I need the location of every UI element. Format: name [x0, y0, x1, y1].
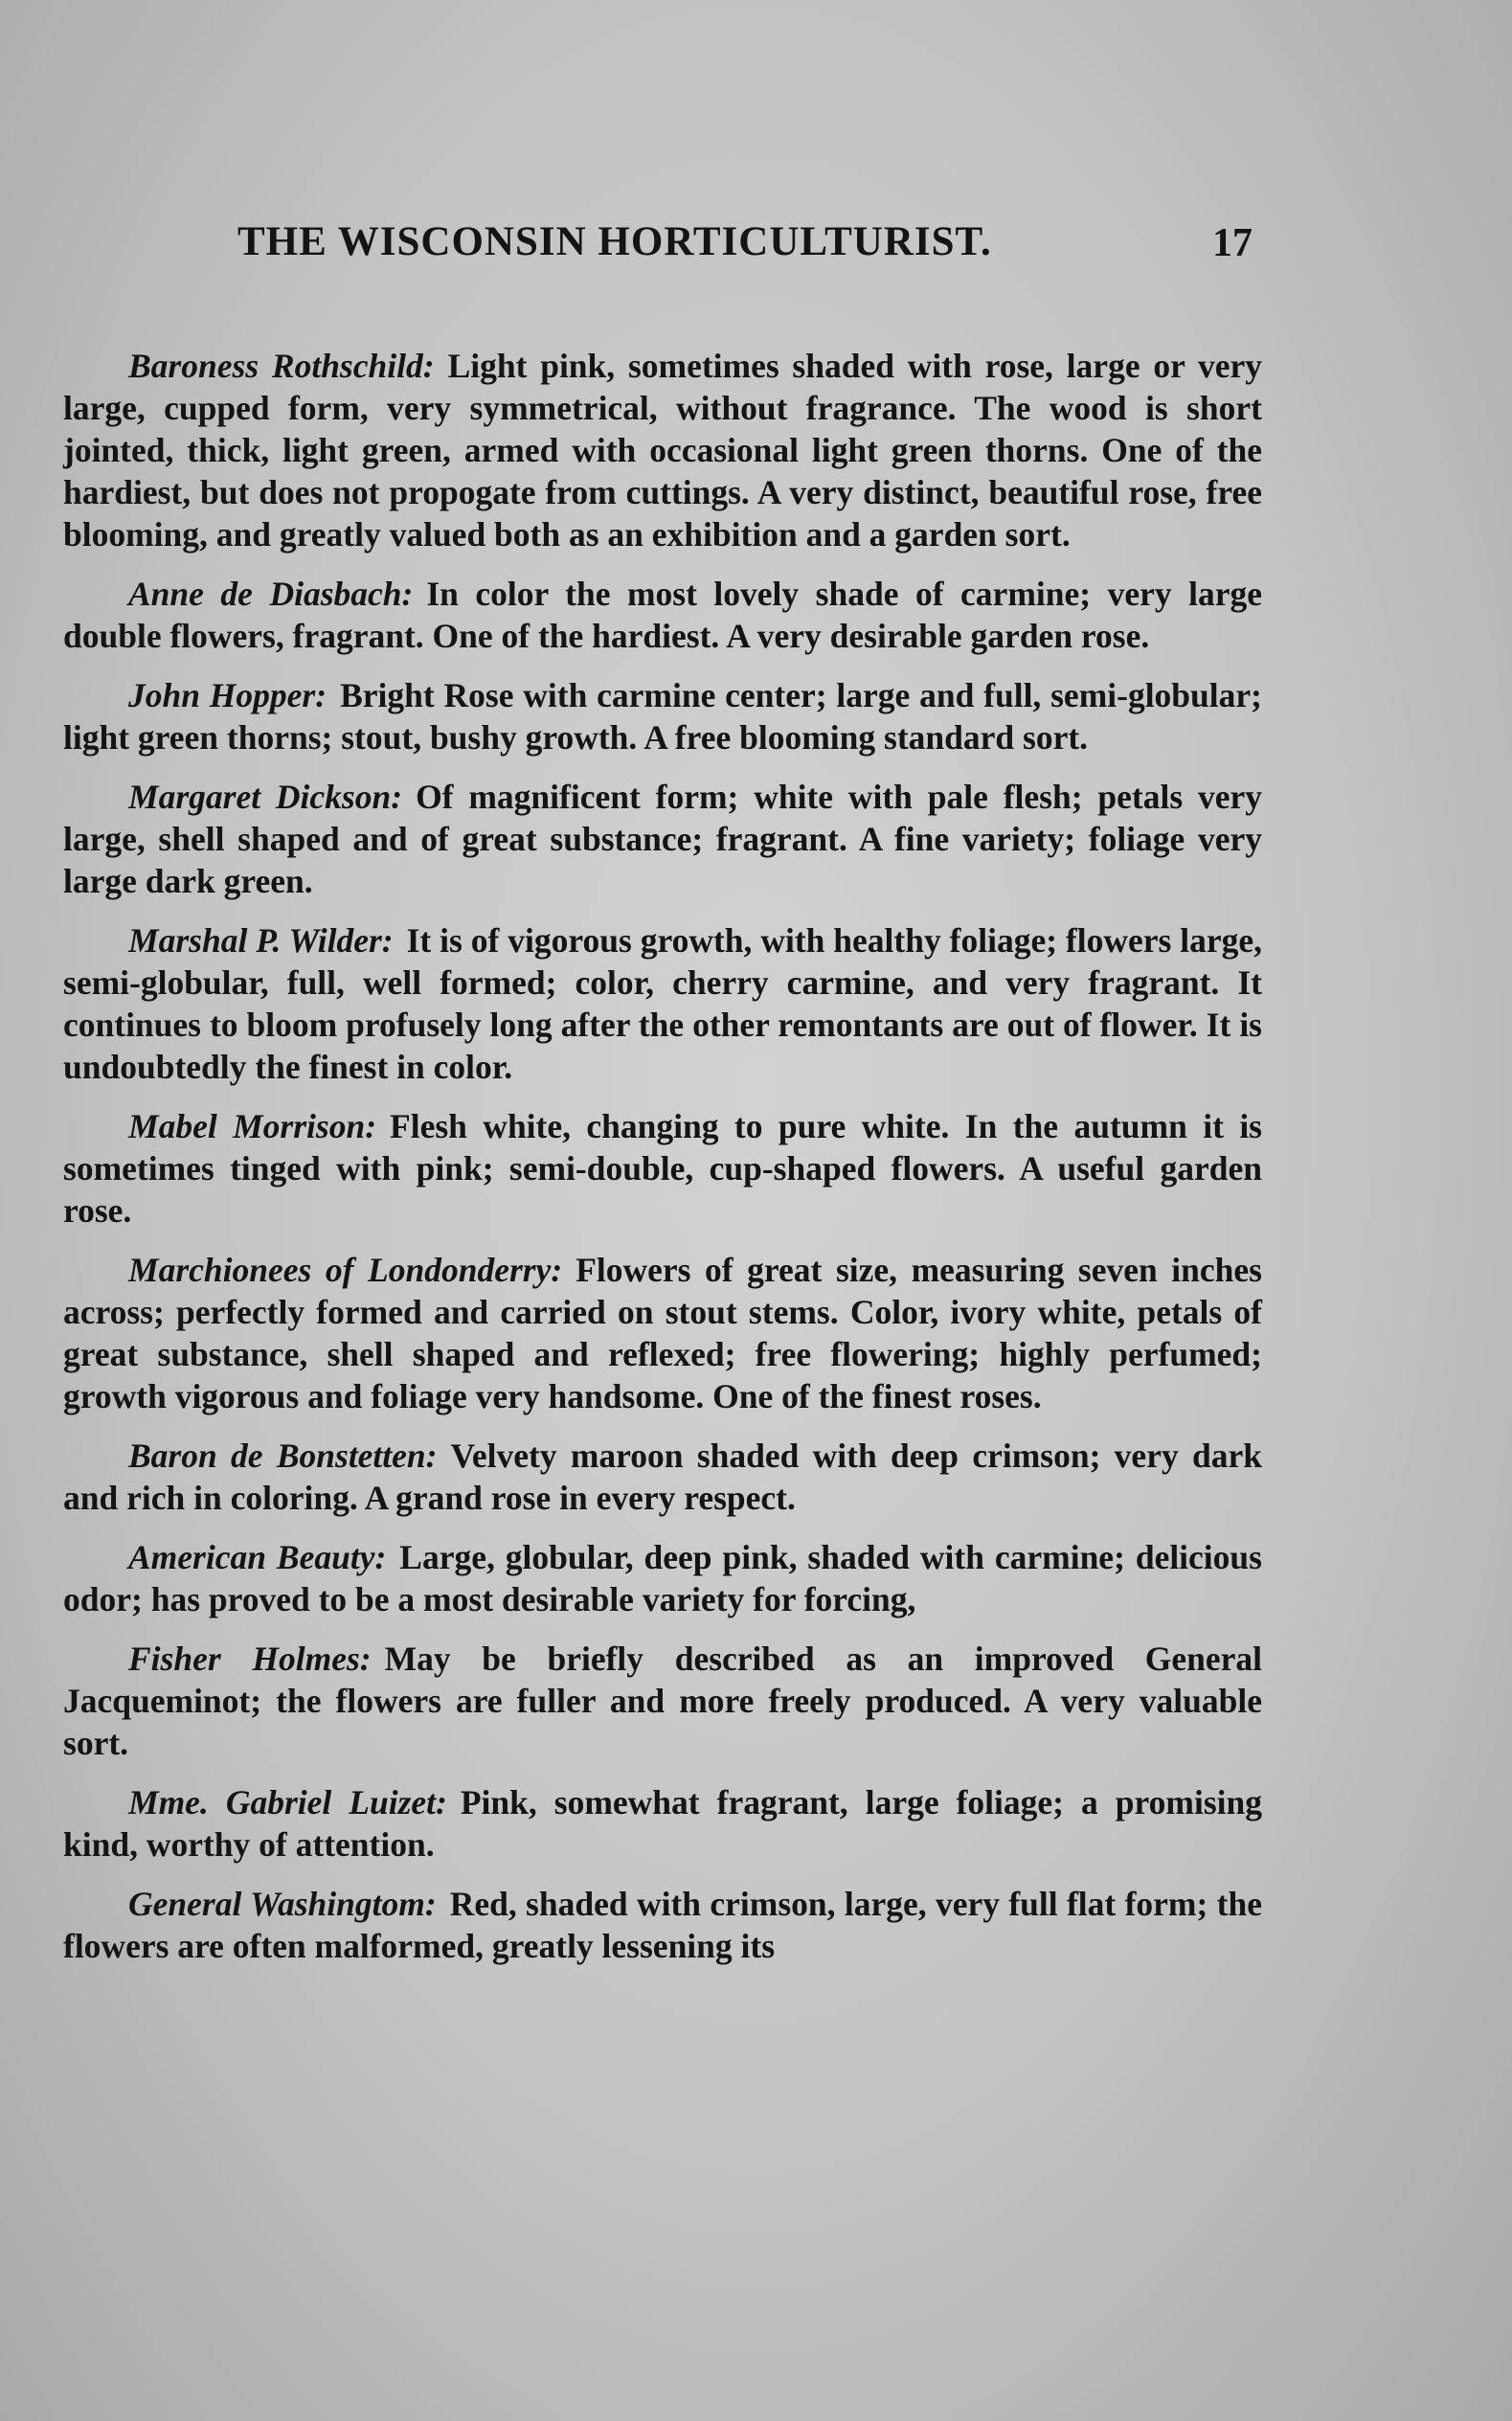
rose-name: General Washingtom: — [128, 1885, 437, 1923]
rose-description: Flesh white, changing to pure white. In the autumn it is sometimes tinged with pink; semi-double, cup-shaped flowers. A useful garden rose. — [63, 1107, 1262, 1230]
rose-description: Of magnificent form; white with pale flesh; petals very large, shell shaped and of great substance; fragrant. A fine variety; foliage very large dark green. — [63, 778, 1263, 900]
rose-name: Marchionees of Londonderry: — [128, 1251, 563, 1289]
rose-description: Flowers of great size, measuring seven inches across; perfectly formed and carried on stout stems. Color, ivory white, petals of great substance, shell shaped and reflexed; free flowering; highly perfumed; growth vigorous and foliage very handsome. One of the finest roses. — [63, 1251, 1262, 1415]
rose-entry — [63, 919, 1262, 1088]
rose-entry — [63, 776, 1262, 902]
rose-name: Mme. Gabriel Luizet: — [128, 1783, 447, 1821]
running-title: THE WISCONSIN HORTICULTURIST. — [237, 219, 992, 264]
rose-entry — [63, 573, 1262, 657]
rose-name: Marshal P. Wilder: — [128, 921, 394, 960]
rose-entry — [63, 1536, 1262, 1620]
rose-name: Fisher Holmes: — [128, 1640, 372, 1678]
rose-entry — [63, 1105, 1262, 1232]
rose-entry — [63, 1883, 1262, 1967]
rose-description: In color the most lovely shade of carmine; very large double flowers, fragrant. One of the hardiest. A very desirable garden rose. — [63, 575, 1262, 655]
rose-entry — [63, 674, 1262, 758]
rose-description: Velvety maroon shaded with deep crimson; very dark and rich in coloring. A grand rose in every respect. — [63, 1437, 1262, 1517]
rose-name: American Beauty: — [128, 1538, 387, 1576]
rose-description: May be briefly described as an improved General Jacqueminot; the flowers are fuller and more freely produced. A very valuable sort. — [63, 1640, 1262, 1762]
rose-entry — [63, 1638, 1262, 1764]
rose-name: Baron de Bonstetten: — [128, 1437, 438, 1475]
rose-description: Bright Rose with carmine center; large and full, semi-globular; light green thorns; stout, bushy growth. A free blooming standard sort. — [63, 676, 1262, 757]
rose-entry — [63, 1249, 1262, 1417]
rose-description: Large, globular, deep pink, shaded with carmine; delicious odor; has proved to be a most desirable variety for forcing, — [63, 1538, 1262, 1618]
rose-entry — [63, 1781, 1262, 1866]
rose-description: Light pink, sometimes shaded with rose, large or very large, cupped form, very symmetrical, without fragrance. The wood is short jointed, thick, light green, armed with occasional light green thorns. One of the hardiest, but does not propogate from cuttings. A very distinct, beautiful rose, free blooming, and greatly valued both as an exhibition and a garden sort. — [63, 347, 1263, 554]
rose-name: Anne de Diasbach: — [128, 575, 414, 613]
rose-entry — [63, 1435, 1262, 1519]
rose-name: Baroness Rothschild: — [128, 347, 435, 385]
rose-name: Mabel Morrison: — [128, 1107, 377, 1145]
page-body — [63, 345, 1262, 1984]
rose-name: Margaret Dickson: — [128, 778, 403, 816]
page-header — [237, 218, 1252, 285]
rose-description: Pink, somewhat fragrant, large foliage; a promising kind, worthy of attention. — [63, 1783, 1262, 1864]
rose-description: It is of vigorous growth, with healthy foliage; flowers large, semi-globular, full, well formed; color, cherry carmine, and very fragrant. It continues to bloom profusely long after the other remontants are out of flower. It is undoubtedly the finest in color. — [63, 921, 1263, 1086]
rose-description: Red, shaded with crimson, large, very full flat form; the flowers are often malformed, greatly lessening its — [63, 1885, 1262, 1965]
rose-name: John Hopper: — [128, 676, 327, 714]
page-number: 17 — [1212, 221, 1252, 265]
rose-entry — [63, 345, 1262, 555]
